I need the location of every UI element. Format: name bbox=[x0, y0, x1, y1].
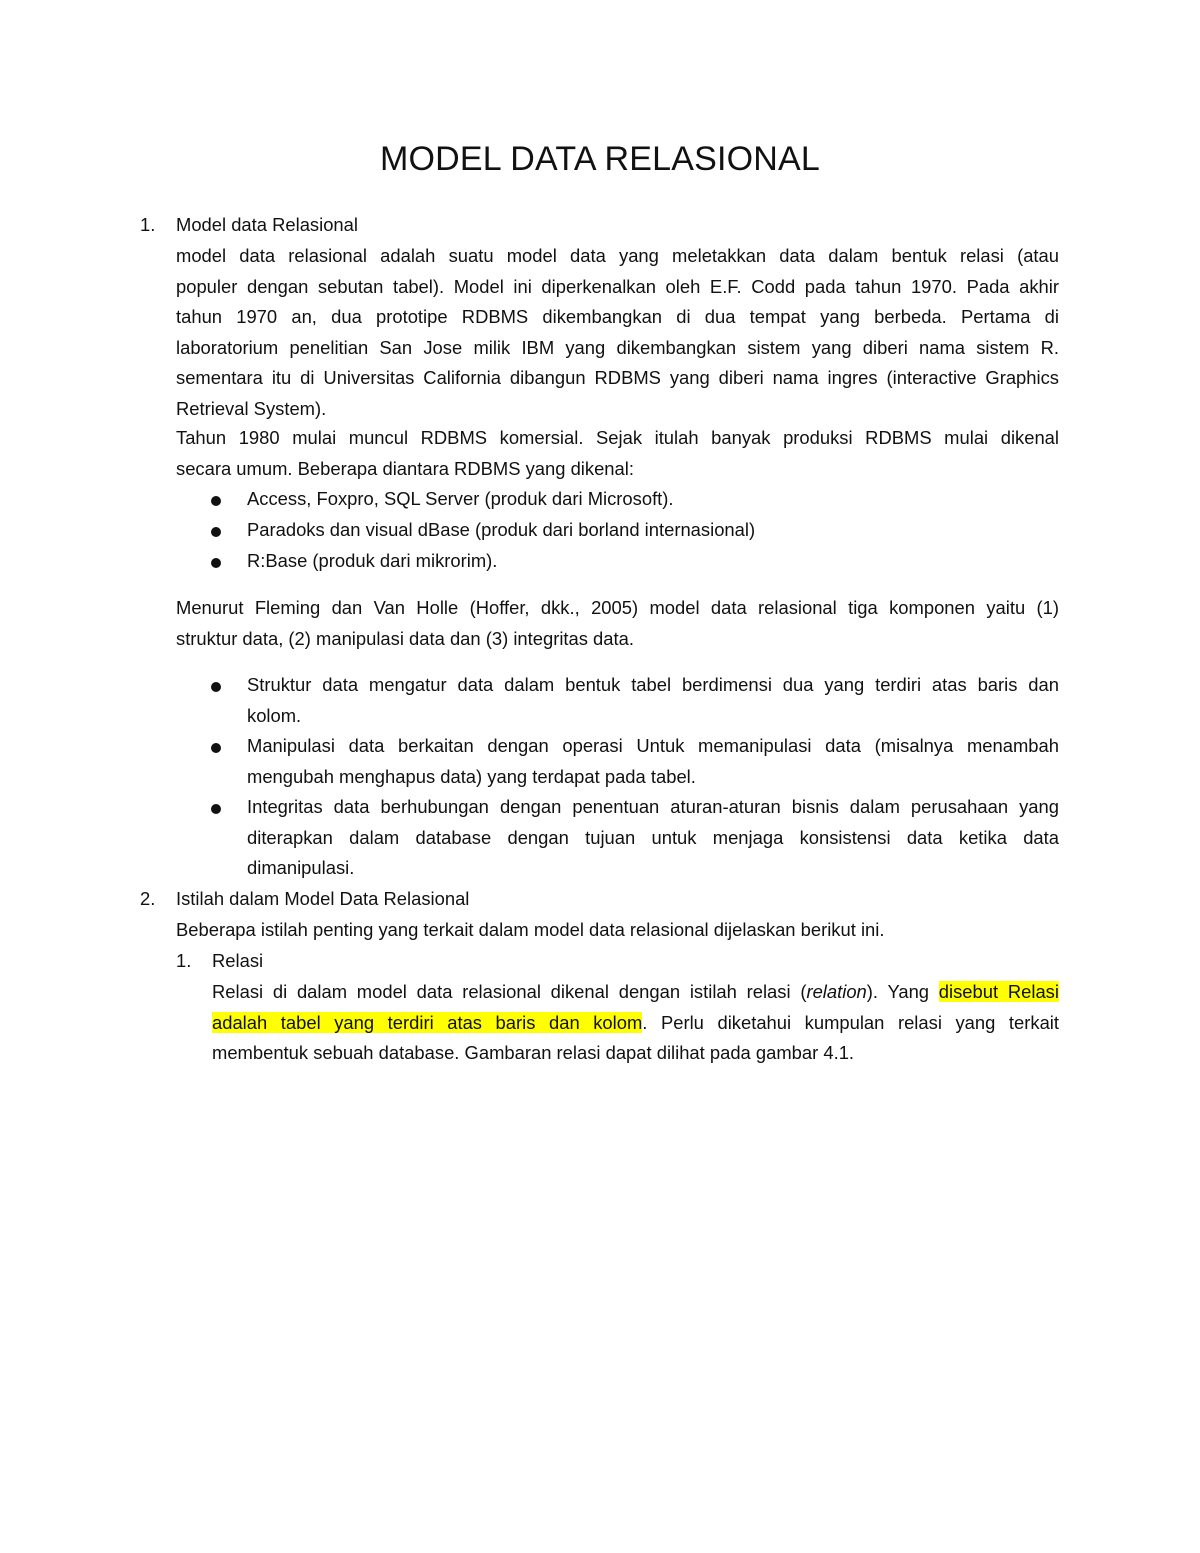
bullet-icon bbox=[211, 682, 221, 692]
section-1-heading: Model data Relasional bbox=[176, 214, 358, 235]
bullet-icon bbox=[211, 743, 221, 753]
paragraph-line: Tahun 1980 mulai muncul RDBMS komersial. Sejak itulah banyak produksi RDBMS mulai dikenal bbox=[176, 427, 1059, 448]
section-2-number: 2. bbox=[140, 888, 156, 909]
paragraph-line: membentuk sebuah database. Gambaran relasi dapat dilihat pada gambar 4.1. bbox=[212, 1042, 855, 1063]
paragraph-line: model data relasional adalah suatu model data yang meletakkan data dalam bentuk relasi (atau bbox=[176, 245, 1059, 266]
paragraph-line bbox=[212, 1008, 1059, 1039]
bullet-icon bbox=[211, 496, 221, 506]
section-1-paragraph-1 bbox=[176, 241, 1059, 424]
text-run: . Perlu diketahui kumpulan relasi yang terkait bbox=[642, 1011, 1059, 1033]
italic-term: relation bbox=[806, 981, 867, 1002]
list-item-line: mengubah menghapus data) yang terdapat pada tabel. bbox=[247, 765, 696, 787]
paragraph-line: Retrieval System). bbox=[176, 397, 327, 419]
bullet-icon bbox=[211, 804, 221, 814]
list-item-line: Struktur data mengatur data dalam bentuk tabel berdimensi dua yang terdiri atas baris dan bbox=[247, 674, 1059, 695]
list-item: Paradoks dan visual dBase (produk dari borland internasional) bbox=[247, 519, 756, 540]
list-item bbox=[247, 792, 1059, 884]
highlighted-text: adalah tabel yang terdiri atas baris dan kolom bbox=[212, 1011, 643, 1033]
paragraph-line: tahun 1970 an, dua prototipe RDBMS dikembangkan di dua tempat yang berbeda. Pertama di bbox=[176, 306, 1059, 327]
paragraph-line bbox=[212, 977, 1059, 1008]
section-2-heading: Istilah dalam Model Data Relasional bbox=[176, 888, 470, 909]
list-item-line: kolom. bbox=[247, 704, 302, 726]
list-item: R:Base (produk dari mikrorim). bbox=[247, 550, 498, 571]
list-item-line: Manipulasi data berkaitan dengan operasi Untuk memanipulasi data (misalnya menambah bbox=[247, 735, 1059, 756]
text-run: ). Yang bbox=[866, 981, 939, 1002]
section-1-paragraph-3 bbox=[176, 593, 1059, 654]
list-item bbox=[247, 731, 1059, 792]
subsection-1-paragraph bbox=[212, 977, 1059, 1069]
bullet-icon bbox=[211, 558, 221, 568]
section-2-intro: Beberapa istilah penting yang terkait dalam model data relasional dijelaskan berikut ini. bbox=[176, 919, 885, 940]
list-item-line: Integritas data berhubungan dengan penentuan aturan-aturan bisnis dalam perusahaan yang bbox=[247, 796, 1059, 817]
page-title: MODEL DATA RELASIONAL bbox=[379, 140, 821, 178]
list-item-line: diterapkan dalam database dengan tujuan untuk menjaga konsistensi data ketika data bbox=[247, 826, 1059, 848]
list-item bbox=[247, 670, 1059, 731]
section-1-paragraph-2 bbox=[176, 423, 1059, 484]
paragraph-line: laboratorium penelitian San Jose milik IBM yang dikembangkan sistem yang diberi nama sistem R. bbox=[176, 336, 1059, 358]
subsection-1-number: 1. bbox=[176, 950, 192, 971]
subsection-1-heading: Relasi bbox=[212, 950, 264, 971]
bullet-icon bbox=[211, 527, 221, 537]
paragraph-line: secara umum. Beberapa diantara RDBMS yang dikenal: bbox=[176, 457, 634, 479]
paragraph-line: sementara itu di Universitas California dibangun RDBMS yang diberi nama ingres (interactive Graphics bbox=[176, 367, 1059, 388]
list-item: Access, Foxpro, SQL Server (produk dari Microsoft). bbox=[247, 488, 674, 509]
section-1-number: 1. bbox=[140, 214, 156, 235]
list-item-line: dimanipulasi. bbox=[247, 857, 355, 878]
highlighted-text: disebut Relasi bbox=[938, 981, 1059, 1002]
paragraph-line: Menurut Fleming dan Van Holle (Hoffer, dkk., 2005) model data relasional tiga komponen yaitu (1) bbox=[176, 597, 1059, 618]
paragraph-line: populer dengan sebutan tabel). Model ini diperkenalkan oleh E.F. Codd pada tahun 1970. Pada akhir bbox=[176, 275, 1059, 297]
text-run: Relasi di dalam model data relasional dikenal dengan istilah relasi ( bbox=[212, 981, 807, 1002]
paragraph-line: struktur data, (2) manipulasi data dan (3) integritas data. bbox=[176, 627, 634, 649]
